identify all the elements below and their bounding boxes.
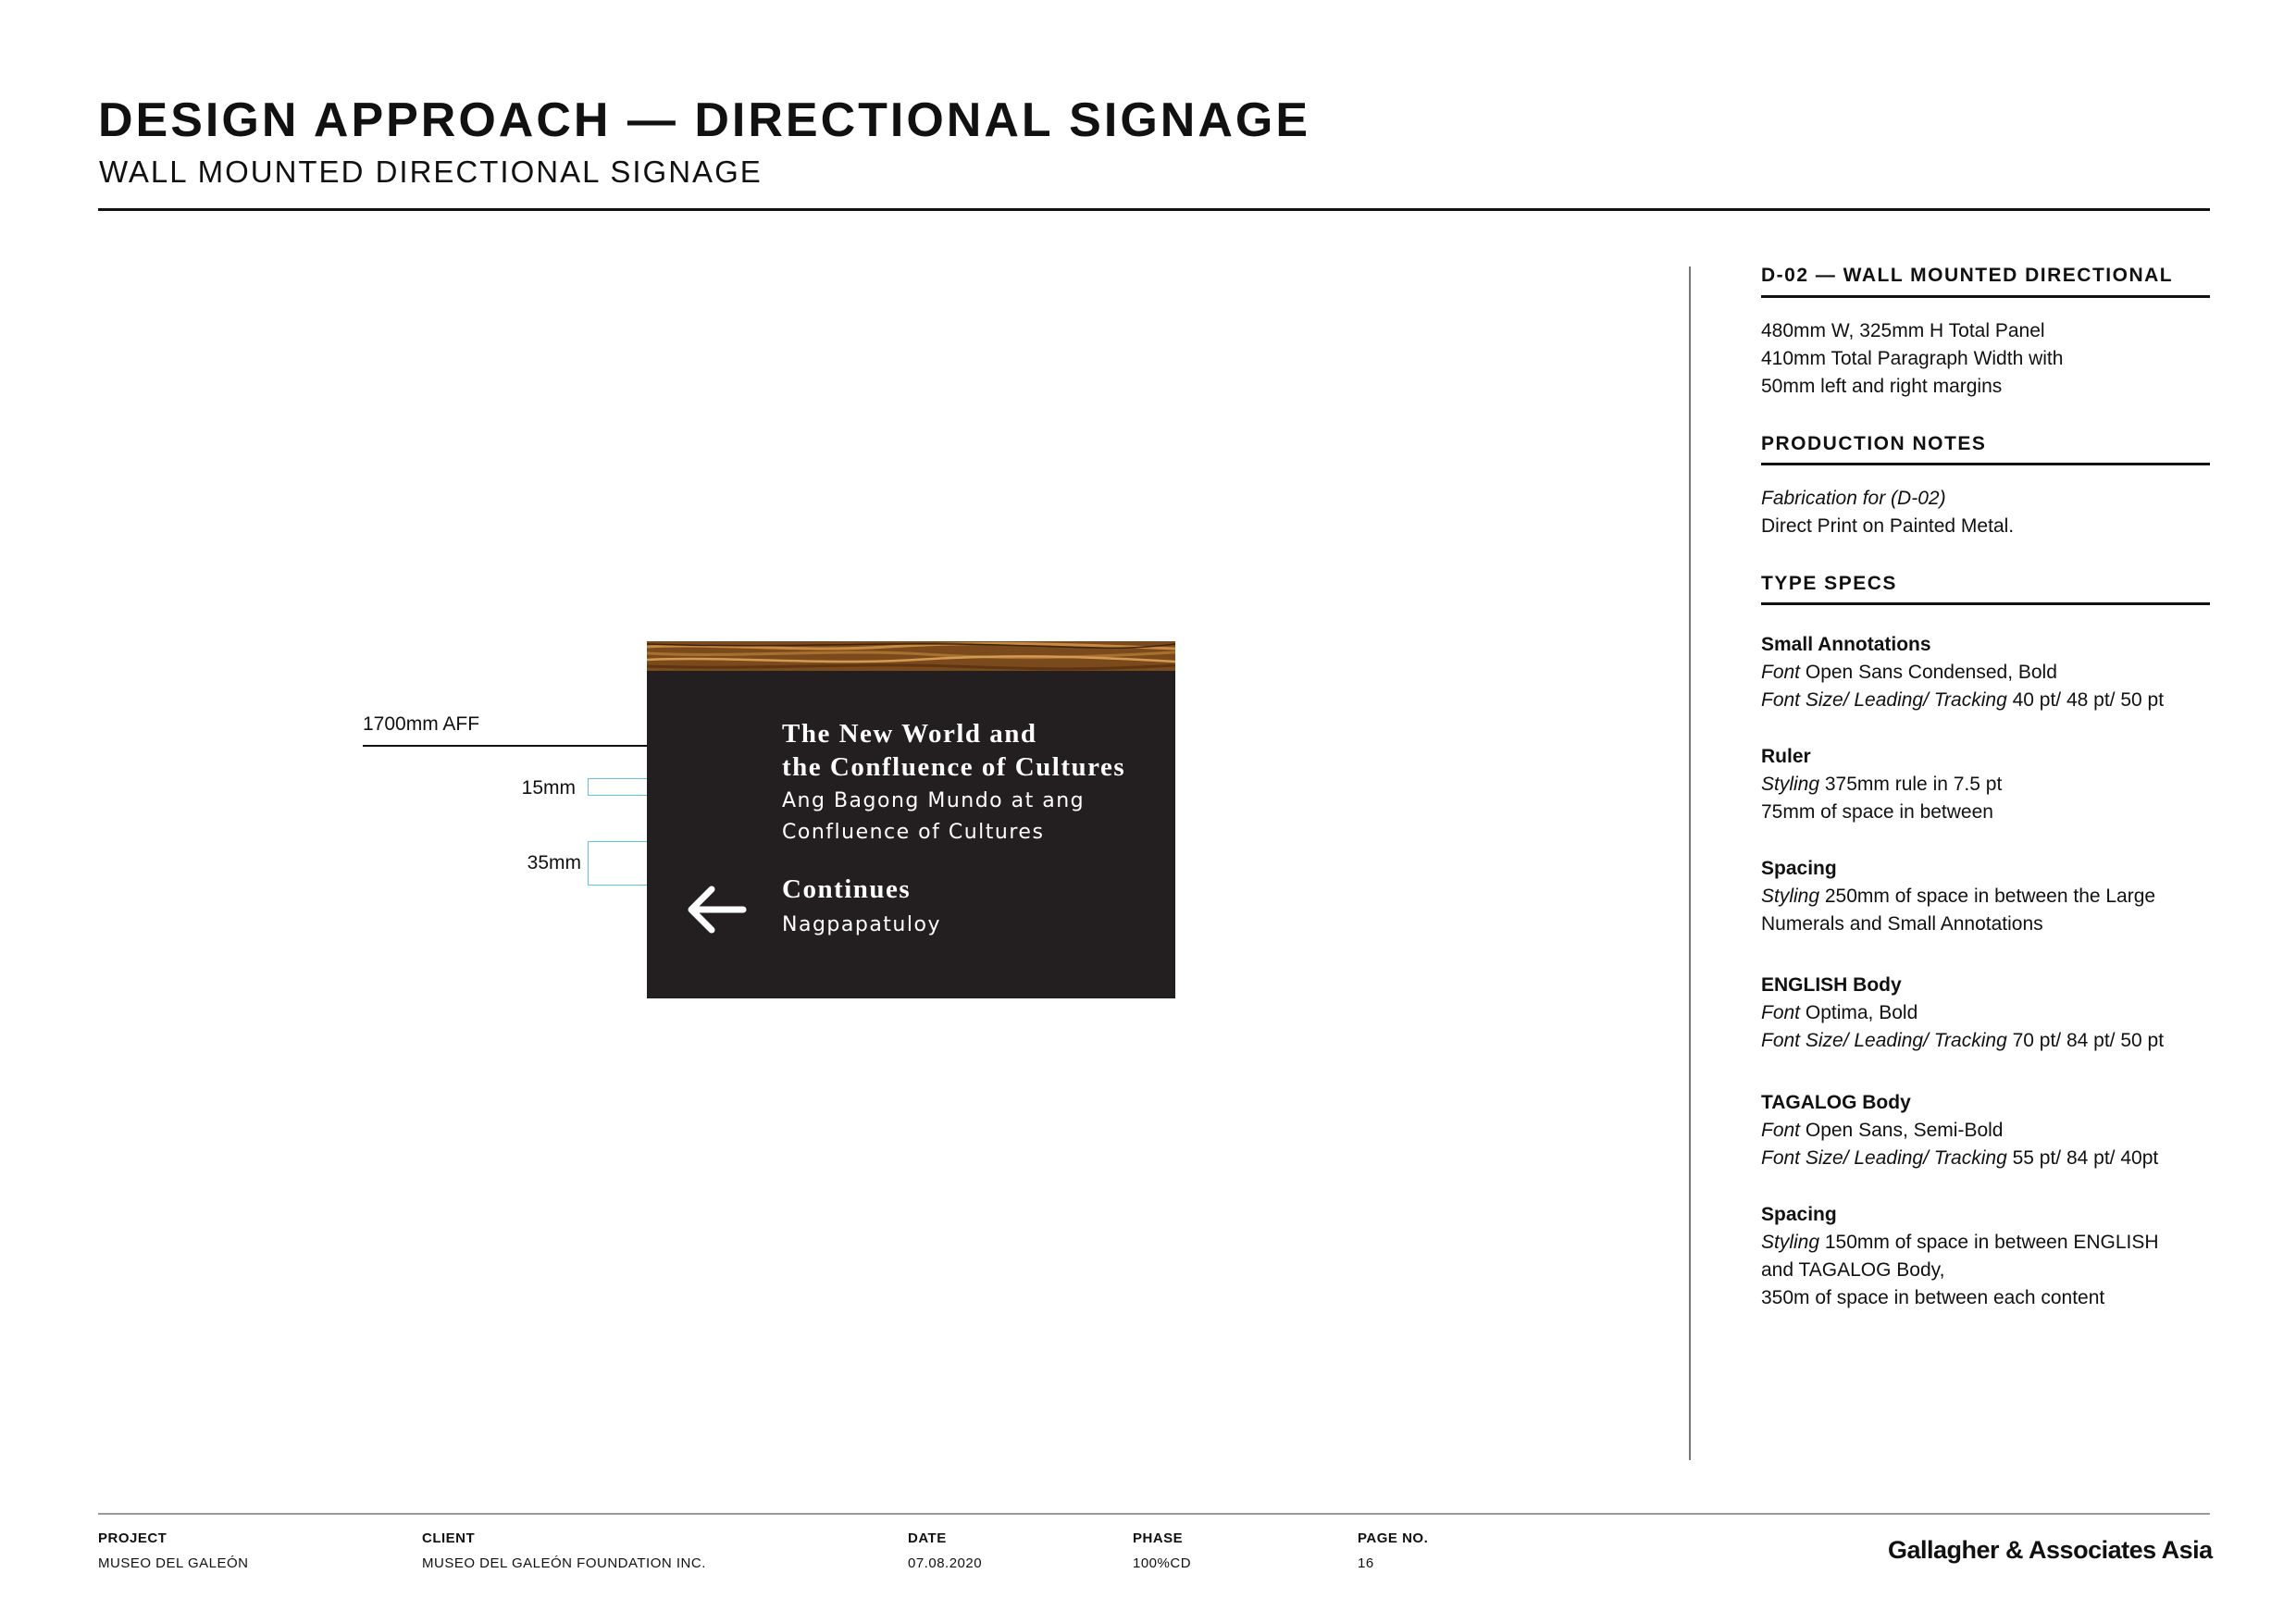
spec-spacing1-title: Spacing <box>1761 858 1837 879</box>
d02-line-2: 410mm Total Paragraph Width with <box>1761 348 2064 369</box>
footer-divider <box>98 1513 2210 1515</box>
d02-line-1: 480mm W, 325mm H Total Panel <box>1761 320 2045 341</box>
spec-tagalog-body-size: Font Size/ Leading/ Tracking 55 pt/ 84 pt/ 40pt <box>1761 1147 2159 1169</box>
footer-page-label: PAGE NO. <box>1358 1530 1429 1546</box>
sign-english-line-1: The New World and <box>782 719 1037 749</box>
sign-panel <box>647 641 1175 998</box>
footer-phase-label: PHASE <box>1133 1530 1184 1546</box>
production-method: Direct Print on Painted Metal. <box>1761 515 2015 537</box>
dimension-label-35mm: 35mm <box>527 852 581 873</box>
d02-heading-rule <box>1761 295 2210 298</box>
spec-spacing2-styling: Styling 150mm of space in between ENGLISH <box>1761 1232 2159 1253</box>
spec-tagalog-body-title: TAGALOG Body <box>1761 1092 1911 1113</box>
spec-spacing2-line2: and TAGALOG Body, <box>1761 1259 1945 1281</box>
column-divider <box>1689 266 1691 1460</box>
footer-page-value: 16 <box>1358 1555 1374 1571</box>
spec-spacing1-line2: Numerals and Small Annotations <box>1761 913 2043 935</box>
footer-date-label: DATE <box>908 1530 947 1546</box>
production-heading: PRODUCTION NOTES <box>1761 433 1987 454</box>
spec-spacing2-line3: 350m of space in between each content <box>1761 1287 2105 1308</box>
page-subtitle: WALL MOUNTED DIRECTIONAL SIGNAGE <box>99 155 763 189</box>
type-specs-heading-rule <box>1761 602 2210 605</box>
page-title: DESIGN APPROACH — DIRECTIONAL SIGNAGE <box>98 93 1310 147</box>
sign-tagalog-line-1: Ang Bagong Mundo at ang <box>782 789 1086 812</box>
sign-english-line-2: the Confluence of Cultures <box>782 752 1126 782</box>
footer-phase-value: 100%CD <box>1133 1555 1192 1571</box>
brand-wordmark: Gallagher & Associates Asia <box>1888 1536 2213 1564</box>
spec-english-body-size: Font Size/ Leading/ Tracking 70 pt/ 84 pt/ 50 pt <box>1761 1030 2165 1051</box>
production-fabrication: Fabrication for (D-02) <box>1761 488 1946 509</box>
footer-client-label: CLIENT <box>422 1530 476 1546</box>
height-annotation-label: 1700mm AFF <box>363 713 480 735</box>
type-specs-heading: TYPE SPECS <box>1761 573 1897 594</box>
sign-continue-tagalog: Nagpapatuloy <box>782 913 941 936</box>
spec-english-body-font: Font Optima, Bold <box>1761 1002 1918 1023</box>
spec-ruler-styling: Styling 375mm rule in 7.5 pt <box>1761 774 2003 795</box>
footer-date-value: 07.08.2020 <box>908 1555 983 1571</box>
wood-texture-strip <box>647 641 1175 671</box>
spec-tagalog-body-font: Font Open Sans, Semi-Bold <box>1761 1120 2004 1141</box>
footer-project-value: MUSEO DEL GALEÓN <box>98 1555 249 1571</box>
d02-heading: D-02 — WALL MOUNTED DIRECTIONAL <box>1761 265 2174 286</box>
sign-tagalog-line-2: Confluence of Cultures <box>782 821 1045 844</box>
spec-english-body-title: ENGLISH Body <box>1761 974 1902 996</box>
header-divider <box>98 208 2210 211</box>
sign-continue-english: Continues <box>782 874 912 904</box>
spec-spacing2-title: Spacing <box>1761 1204 1837 1225</box>
footer-client-value: MUSEO DEL GALEÓN FOUNDATION INC. <box>422 1555 706 1571</box>
footer-project-label: PROJECT <box>98 1530 168 1546</box>
dimension-label-15mm: 15mm <box>521 777 576 799</box>
spec-spacing1-styling: Styling 250mm of space in between the Large <box>1761 886 2156 907</box>
spec-ruler-line2: 75mm of space in between <box>1761 801 1993 823</box>
arrow-left-icon <box>684 884 749 935</box>
spec-small-annotations-title: Small Annotations <box>1761 634 1931 655</box>
spec-ruler-title: Ruler <box>1761 746 1811 767</box>
d02-line-3: 50mm left and right margins <box>1761 376 2003 397</box>
production-heading-rule <box>1761 463 2210 465</box>
spec-small-annotations-size: Font Size/ Leading/ Tracking 40 pt/ 48 pt/ 50 pt <box>1761 689 2165 711</box>
spec-small-annotations-font: Font Open Sans Condensed, Bold <box>1761 662 2057 683</box>
